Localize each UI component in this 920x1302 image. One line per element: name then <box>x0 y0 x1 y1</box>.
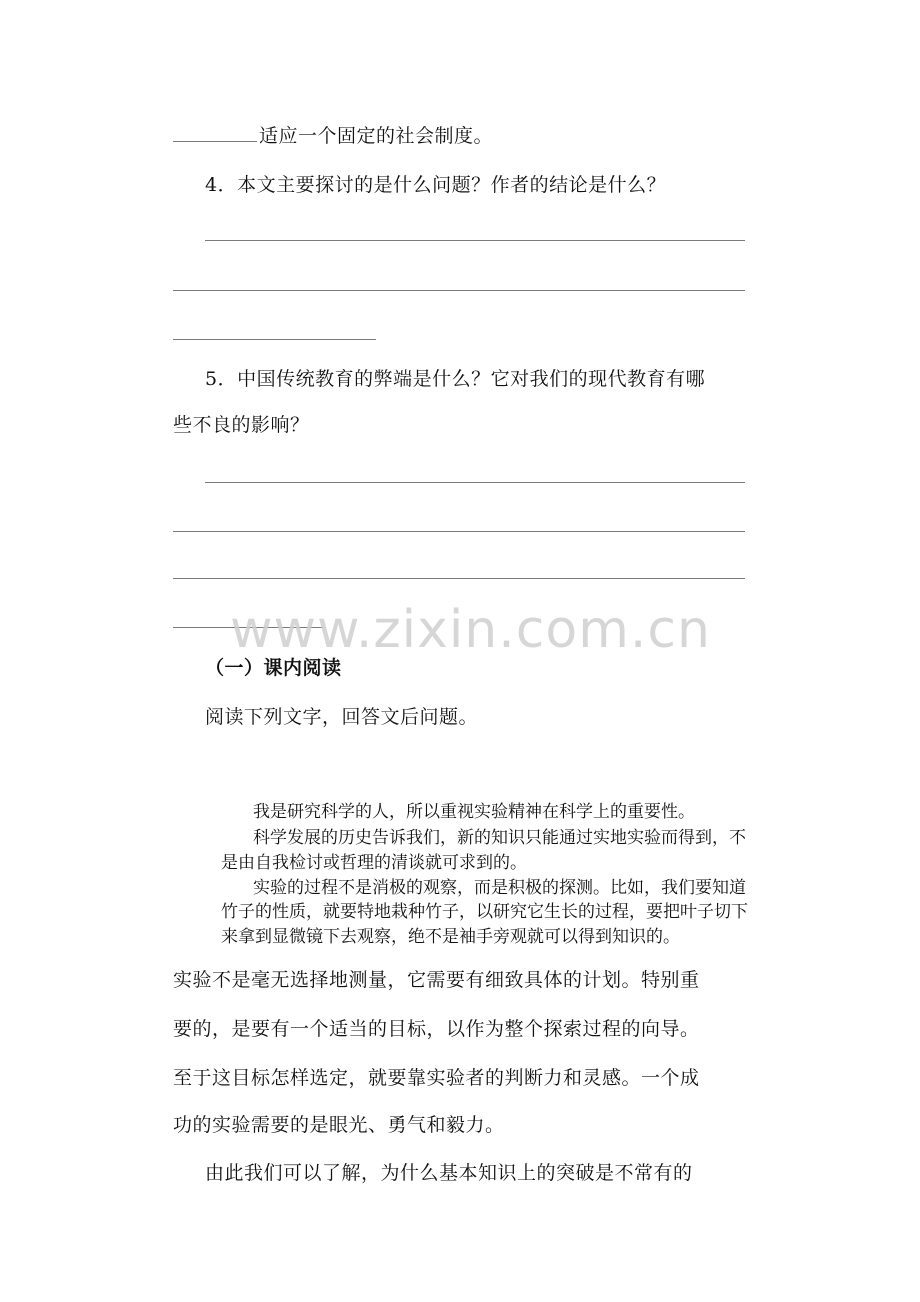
answer-line[interactable] <box>173 531 745 532</box>
answer-blank[interactable] <box>173 125 257 142</box>
passage-image-line: 来拿到显微镜下去观察，绝不是袖手旁观就可以得到知识的。 <box>221 927 680 947</box>
answer-line[interactable] <box>205 240 745 241</box>
answer-line-continuation <box>173 124 493 148</box>
passage-image-line: 科学发展的历史告诉我们，新的知识只能通过实地实验而得到，不 <box>253 828 746 848</box>
passage-line: 功的实验需要的是眼光、勇气和毅力。 <box>173 1114 505 1136</box>
instruction-text: 阅读下列文字，回答文后问题。 <box>205 706 479 728</box>
watermark: www.zixin.com.cn <box>230 600 711 660</box>
passage-image-line: 竹子的性质，就要特地栽种竹子，以研究它生长的过程，要把叶子切下 <box>221 902 748 922</box>
passage-image-line: 实验的过程不是消极的观察，而是积极的探测。比如，我们要知道 <box>253 878 746 898</box>
question-5-line-2: 些不良的影响？ <box>173 414 310 436</box>
section-heading: （一）课内阅读 <box>205 657 342 679</box>
passage-line: 由此我们可以了解，为什么基本知识上的突破是不常有的 <box>205 1162 693 1184</box>
line-text: 适应一个固定的社会制度。 <box>259 125 494 147</box>
passage-line: 实验不是毫无选择地测量，它需要有细致具体的计划。特别重 <box>173 969 700 991</box>
passage-image-line: 我是研究科学的人，所以重视实验精神在科学上的重要性。 <box>253 802 695 822</box>
answer-line[interactable] <box>173 578 745 579</box>
answer-line[interactable] <box>173 339 376 340</box>
answer-line[interactable] <box>173 290 745 291</box>
passage-line: 至于这目标怎样选定，就要靠实验者的判断力和灵感。一个成 <box>173 1067 700 1089</box>
question-4: 4．本文主要探讨的是什么问题？作者的结论是什么？ <box>205 174 667 196</box>
answer-line[interactable] <box>205 482 745 483</box>
passage-image-line: 是由自我检讨或哲理的清谈就可求到的。 <box>221 853 527 873</box>
question-5-line-1: 5．中国传统教育的弊端是什么？它对我们的现代教育有哪 <box>205 368 706 390</box>
passage-line: 要的，是要有一个适当的目标，以作为整个探索过程的向导。 <box>173 1018 700 1040</box>
